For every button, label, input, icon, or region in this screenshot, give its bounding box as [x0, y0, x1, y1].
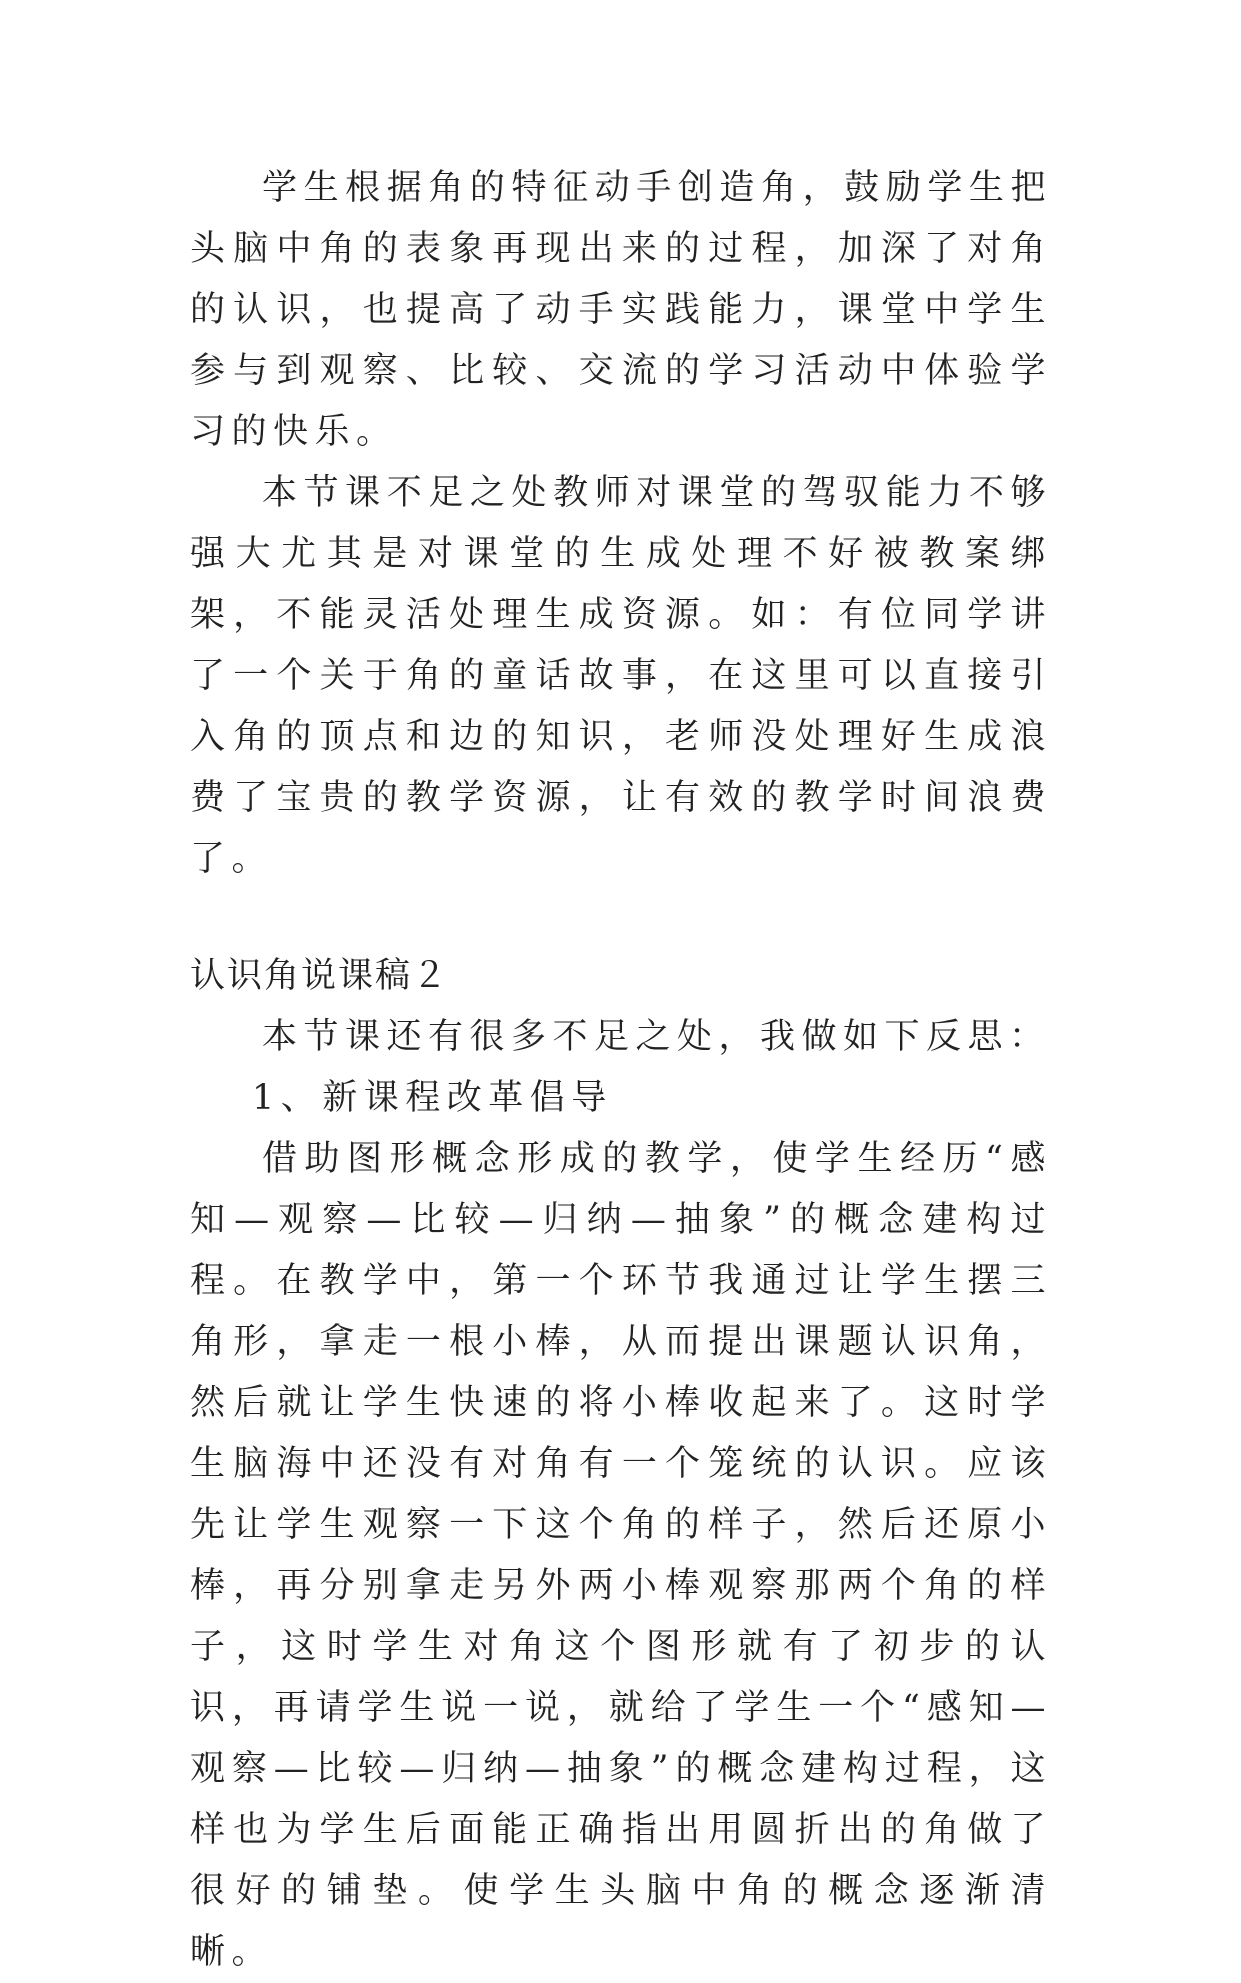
list-heading: 1、新课程改革倡导: [252, 1078, 613, 1118]
paragraph: 本节课不足之处教师对课堂的驾驭能力不够强大尤其是对课堂的生成处理不好被教案绑架，不能灵活处理生成资源。如：有位同学讲了一个关于角的童话故事，在这里可以直接引入角的顶点和边的知识，老师没处理好生成浪费了宝贵的教学资源，让有效的教学时间浪费了。: [190, 473, 1052, 879]
section-title: 认识角说课稿２: [190, 956, 450, 996]
paragraph-intro: 本节课还有很多不足之处，我做如下反思：: [262, 1017, 1051, 1057]
document-body: [190, 158, 1052, 1983]
paragraph: 借助图形概念形成的教学，使学生经历“感知—观察—比较—归纳—抽象”的概念建构过程。在教学中，第一个环节我通过让学生摆三角形，拿走一根小棒，从而提出课题认识角，然后就让学生快速的将小棒收起来了。这时学生脑海中还没有对角有一个笼统的认识。应该先让学生观察一下这个角的样子，然后还原小棒，再分别拿走另外两小棒观察那两个角的样子，这时学生对角这个图形就有了初步的认识，再请学生说一说，就给了学生一个“感知—观察—比较—归纳—抽象”的概念建构过程，这样也为学生后面能正确指出用圆折出的角做了很好的铺垫。使学生头脑中角的概念逐渐清晰。: [190, 1139, 1052, 1972]
paragraph: 学生根据角的特征动手创造角，鼓励学生把头脑中角的表象再现出来的过程，加深了对角的认识，也提高了动手实践能力，课堂中学生参与到观察、比较、交流的学习活动中体验学习的快乐。: [190, 168, 1052, 452]
